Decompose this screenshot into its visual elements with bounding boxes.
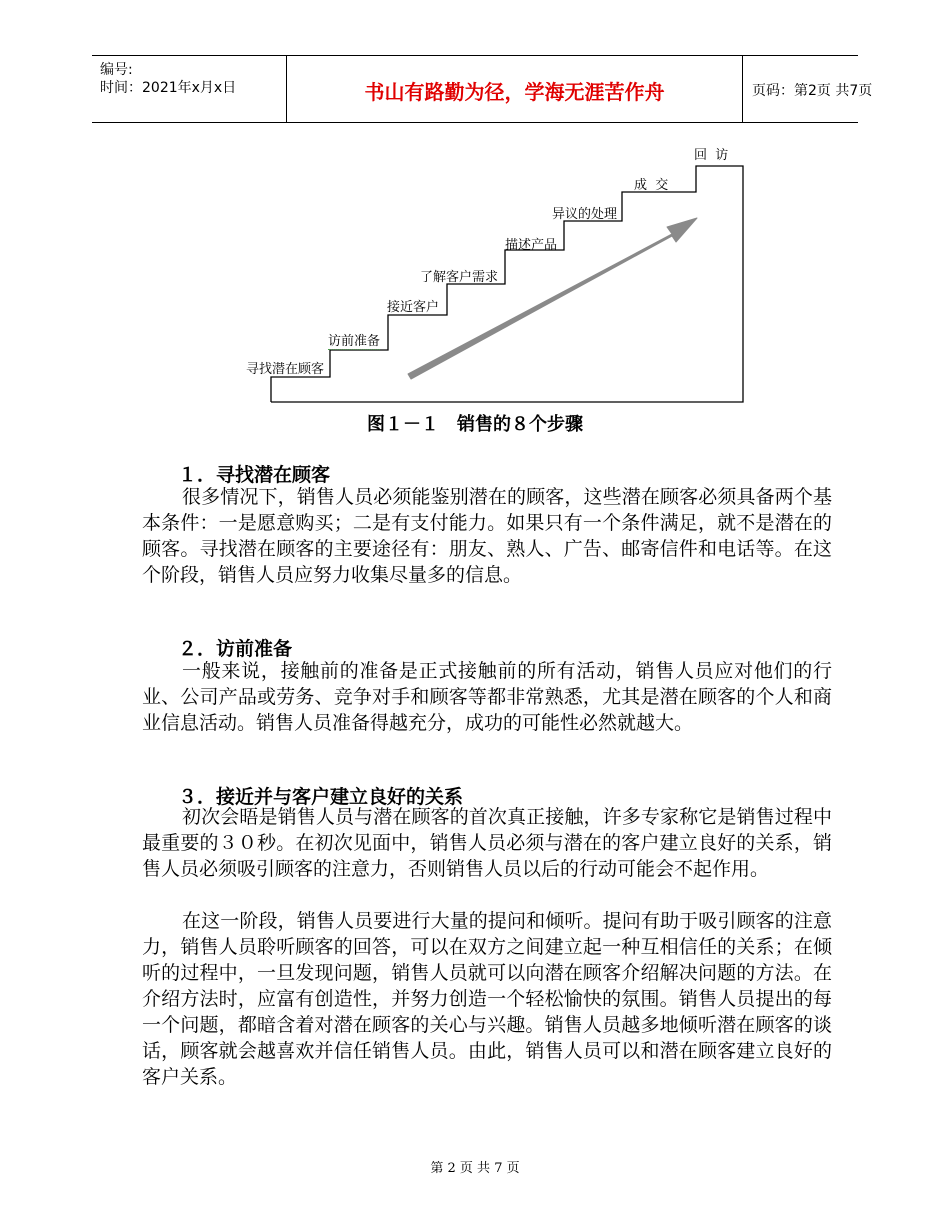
date-label: 时间：2021年x月x日 <box>100 80 237 96</box>
figure-caption: 图１－１ 销售的８个步骤 <box>367 414 583 435</box>
body-paragraph: 在这一阶段，销售人员要进行大量的提问和倾听。提问有助于吸引顾客的注意力，销售人员聆听顾客的回答，可以在双方之间建立起一种互相信任的关系；在倾听的过程中，一旦发现问题，销售人员就可以向潜在顾客介绍解决问题的方法。在介绍方法时，应富有创造性，并努力创造一个轻松愉快的氛围。销售人员提出的每一个问题，都暗含着对潜在顾客的关心与兴趣。销售人员越多地倾听潜在顾客的谈话，顾客就会越喜欢并信任销售人员。由此，销售人员可以和潜在顾客建立良好的客户关系。 <box>142 910 832 1088</box>
body-paragraph: 很多情况下，销售人员必须能鉴别潜在的顾客，这些潜在顾客必须具备两个基本条件：一是愿意购买；二是有支付能力。如果只有一个条件满足，就不是潜在的顾客。寻找潜在顾客的主要途径有：朋友、熟人、广告、邮寄信件和电话等。在这个阶段，销售人员应努力收集尽量多的信息。 <box>142 486 832 586</box>
serial-label: 编号: <box>100 62 133 78</box>
header-page-info: 页码：第2页 共7页 <box>752 83 873 99</box>
step-label: 描述产品 <box>505 238 558 253</box>
step-label: 异议的处理 <box>552 207 618 222</box>
body-paragraph: 一般来说，接触前的准备是正式接触前的所有活动，销售人员应对他们的行业、公司产品或劳务、竞争对手和顾客等都非常熟悉，尤其是潜在顾客的个人和商业信息活动。销售人员准备得越充分，成功的可能性必然就越大。 <box>142 660 832 734</box>
page-footer: 第 2 页 共 7 页 <box>430 1161 520 1176</box>
step-label: 回 访 <box>694 148 729 163</box>
step-label: 了解客户需求 <box>420 270 499 285</box>
step-label: 接近客户 <box>387 300 440 315</box>
body-paragraph: 初次会晤是销售人员与潜在顾客的首次真正接触，许多专家称它是销售过程中最重要的３０秒。在初次见面中，销售人员必须与潜在的客户建立良好的关系，销售人员必须吸引顾客的注意力，否则销售人员以后的行动可能会不起作用。 <box>142 806 832 880</box>
step-label: 成 交 <box>634 178 669 193</box>
staircase-diagram <box>0 0 950 410</box>
section-title: ２．访前准备 <box>178 638 293 660</box>
step-label: 访前准备 <box>328 330 380 350</box>
staircase-outline <box>271 166 743 402</box>
header-motto: 书山有路勤为径，学海无涯苦作舟 <box>364 80 665 104</box>
section-title: ３．接近并与客户建立良好的关系 <box>178 786 464 808</box>
step-label: 寻找潜在顾客 <box>246 362 325 377</box>
section-title: １．寻找潜在顾客 <box>178 464 331 486</box>
